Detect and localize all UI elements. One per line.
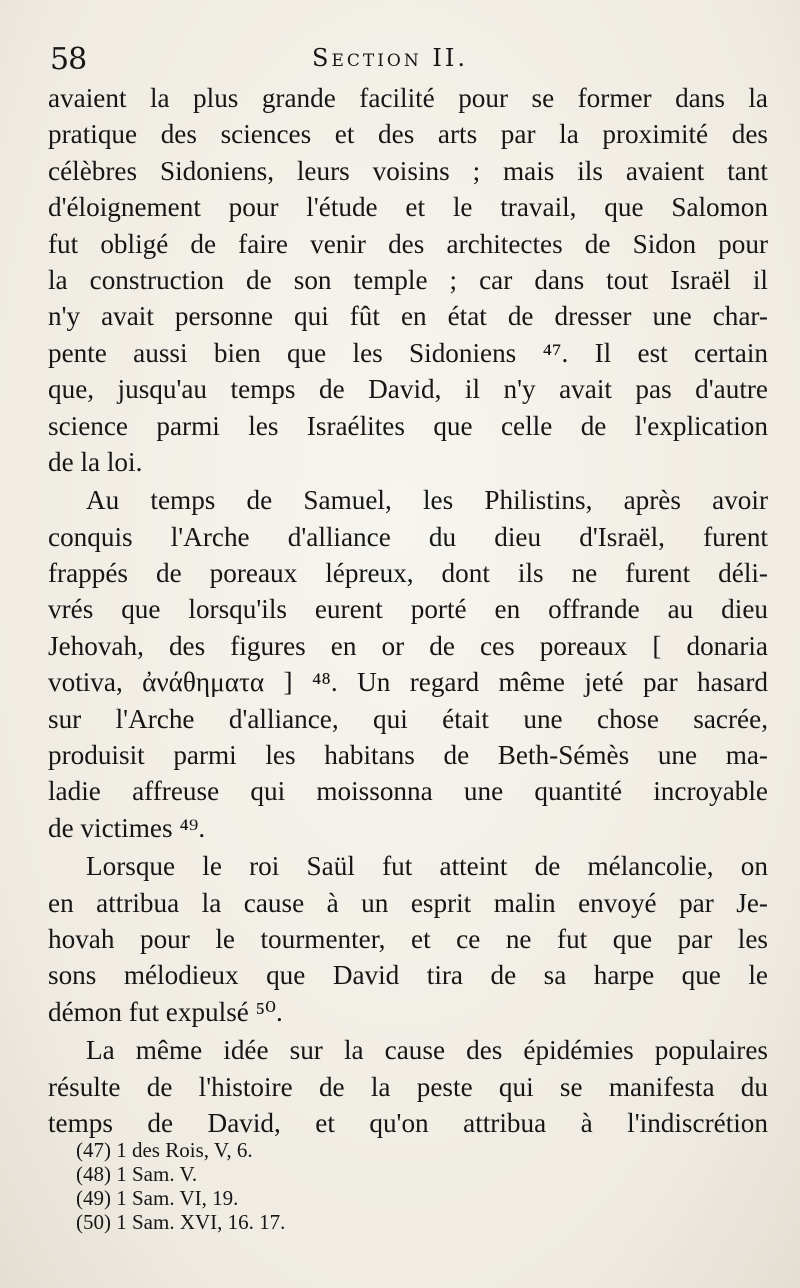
text-line: Au temps de Samuel, les Philistins, après avoir: [86, 485, 768, 516]
text-line: frappés de poreaux lépreux, dont ils ne furent déli-: [48, 558, 768, 589]
text-line: résulte de l'histoire de la peste qui se manifesta du: [48, 1071, 768, 1102]
text-line: ladie affreuse qui moissonna une quantité incroyable: [48, 776, 768, 807]
text-line: temps de David, et qu'on attribua à l'indiscrétion: [48, 1107, 768, 1138]
text-line: La même idée sur la cause des épidémies populaires: [86, 1035, 768, 1066]
text-line: de victimes ⁴⁹.: [48, 812, 206, 843]
text-line: de la loi.: [48, 446, 143, 477]
text-line: votiva, ἀνάθηματα ] ⁴⁸. Un regard même jeté par hasard: [48, 667, 768, 698]
footnote: (49) 1 Sam. VI, 19.: [76, 1186, 239, 1210]
text-line: sons mélodieux que David tira de sa harpe que le: [48, 960, 768, 991]
running-head: Section II.: [312, 44, 468, 72]
paragraph-4: [48, 1032, 768, 1141]
text-line: célèbres Sidoniens, leurs voisins ; mais ils avaient tant: [48, 155, 768, 186]
text-line: démon fut expulsé ⁵⁰.: [48, 996, 283, 1027]
text-line: avaient la plus grande facilité pour se former dans la: [48, 83, 768, 113]
text-line: produisit parmi les habitans de Beth-Sémès une ma-: [48, 740, 768, 771]
page-header: [50, 38, 770, 78]
text-line: en attribua la cause à un esprit malin envoyé par Je-: [48, 887, 768, 918]
body-text: [48, 80, 768, 1141]
text-line: science parmi les Israélites que celle de l'explication: [48, 410, 768, 441]
footnotes: [76, 1138, 476, 1234]
footnote: (50) 1 Sam. XVI, 16. 17.: [76, 1210, 286, 1234]
page-number: 58: [50, 42, 87, 77]
text-line: conquis l'Arche d'alliance du dieu d'Israël, furent: [48, 521, 768, 552]
footnote: (48) 1 Sam. V.: [76, 1162, 198, 1186]
text-line: n'y avait personne qui fût en état de dresser une char-: [48, 301, 768, 332]
text-line: pente aussi bien que les Sidoniens ⁴⁷. Il est certain: [48, 337, 768, 368]
text-line: hovah pour le tourmenter, et ce ne fut que par les: [48, 923, 768, 954]
text-line: pratique des sciences et des arts par la proximité des: [48, 119, 768, 150]
text-line: Jehovah, des figures en or de ces poreaux [ donaria: [48, 630, 768, 661]
text-line: fut obligé de faire venir des architectes de Sidon pour: [48, 228, 768, 259]
text-line: que, jusqu'au temps de David, il n'y avait pas d'autre: [48, 374, 768, 405]
text-line: vrés que lorsqu'ils eurent porté en offrande au dieu: [48, 594, 768, 625]
paragraph-2: [48, 482, 768, 846]
paragraph-1: [48, 80, 768, 480]
text-line: d'éloignement pour l'étude et le travail, que Salomon: [48, 192, 768, 223]
text-line: Lorsque le roi Saül fut atteint de mélancolie, on: [86, 851, 768, 882]
text-line: sur l'Arche d'alliance, qui était une chose sacrée,: [48, 703, 768, 734]
text-line: la construction de son temple ; car dans tout Israël il: [48, 264, 768, 295]
footnote: (47) 1 des Rois, V, 6.: [76, 1138, 253, 1162]
paragraph-3: [48, 848, 768, 1030]
